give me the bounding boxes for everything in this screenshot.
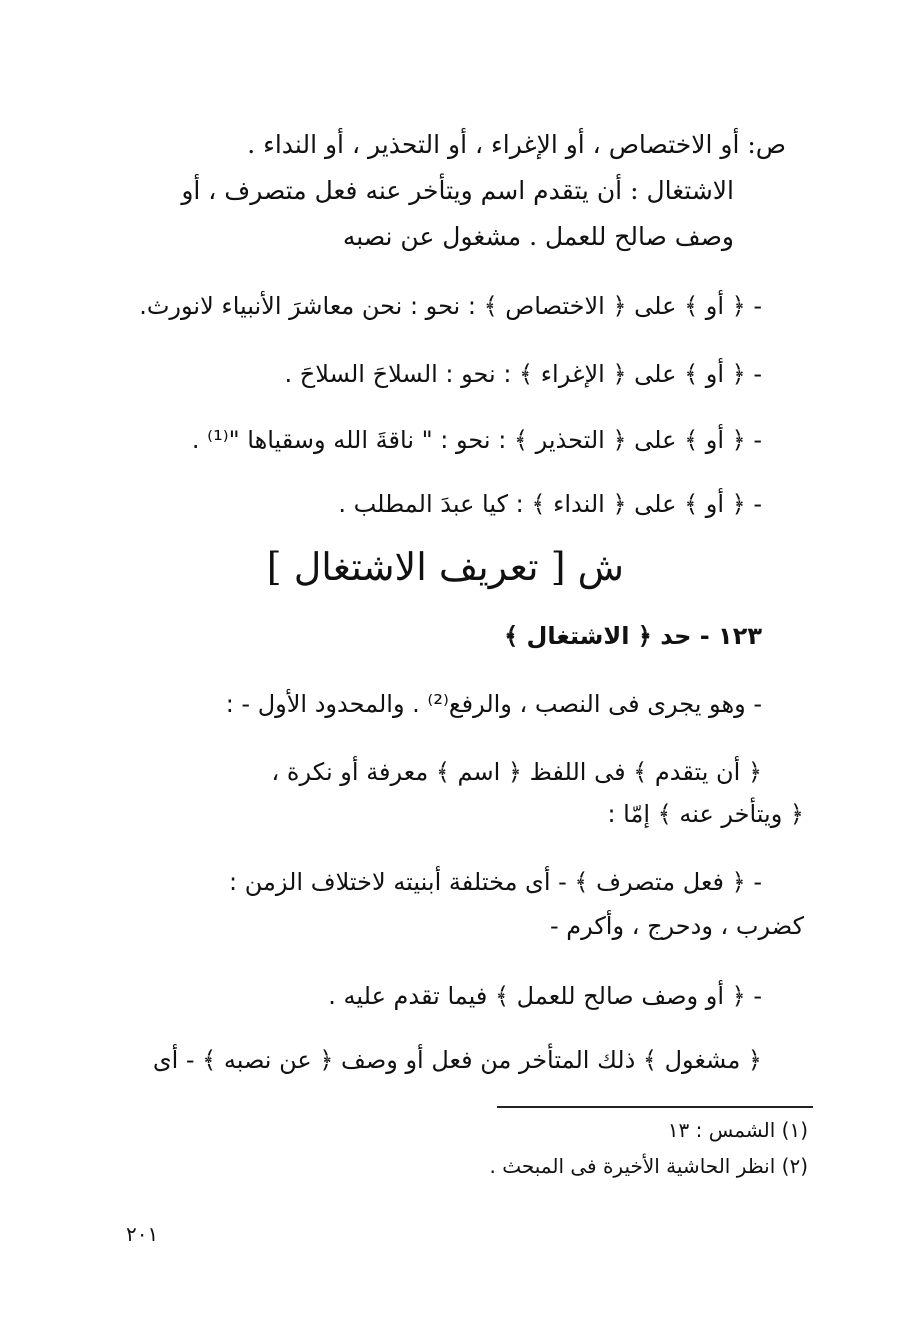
page-number: ٢٠١ (126, 1222, 159, 1246)
body-paragraph-1: - وهو يجرى فى النصب ، والرفع⁽²⁾ . والمحدود الأول - : (225, 690, 762, 718)
body-paragraph-5: ﴿ مشغول ﴾ ذلك المتأخر من فعل أو وصف ﴿ عن نصبه ﴾ - أى (152, 1046, 762, 1074)
body-paragraph-3-line-2: كضرب ، ودحرج ، وأكرم - (549, 912, 804, 940)
footnote-1: (١) الشمس : ١٣ (667, 1118, 808, 1142)
manuscript-line-3: وصف صالح للعمل . مشغول عن نصبه (342, 222, 734, 251)
body-paragraph-2-line-1: ﴿ أن يتقدم ﴾ فى اللفظ ﴿ اسم ﴾ معرفة أو نكرة ، (271, 758, 762, 786)
commentary-item-nida: - ﴿ أو ﴾ على ﴿ النداء ﴾ : كيا عبدَ المطلب . (338, 490, 762, 518)
section-title: ش [ تعريف الاشتغال ] (266, 545, 624, 589)
commentary-item-tahdhir: - ﴿ أو ﴾ على ﴿ التحذير ﴾ : نحو : " ناقةَ الله وسقياها "⁽¹⁾ . (191, 426, 762, 454)
subheading: ١٢٣ - حد ﴿ الاشتغال ﴾ (504, 622, 762, 650)
commentary-item-ikhtisas: - ﴿ أو ﴾ على ﴿ الاختصاص ﴾ : نحو : نحن معاشرَ الأنبياء لانورث. (139, 292, 762, 320)
footnote-2: (٢) انظر الحاشية الأخيرة فى المبحث . (489, 1154, 808, 1178)
commentary-item-ighra: - ﴿ أو ﴾ على ﴿ الإغراء ﴾ : نحو : السلاحَ السلاحَ . (284, 360, 762, 388)
body-paragraph-2-line-2: ﴿ ويتأخر عنه ﴾ إمّا : (607, 800, 804, 828)
footnote-divider (497, 1106, 813, 1108)
body-paragraph-3-line-1: - ﴿ فعل متصرف ﴾ - أى مختلفة أبنيته لاختلاف الزمن : (229, 868, 762, 896)
body-paragraph-4: - ﴿ أو وصف صالح للعمل ﴾ فيما تقدم عليه . (328, 982, 762, 1010)
manuscript-line-2: الاشتغال : أن يتقدم اسم ويتأخر عنه فعل متصرف ، أو (181, 176, 734, 205)
manuscript-line-1: ص: أو الاختصاص ، أو الإغراء ، أو التحذير ، أو النداء . (247, 130, 786, 159)
